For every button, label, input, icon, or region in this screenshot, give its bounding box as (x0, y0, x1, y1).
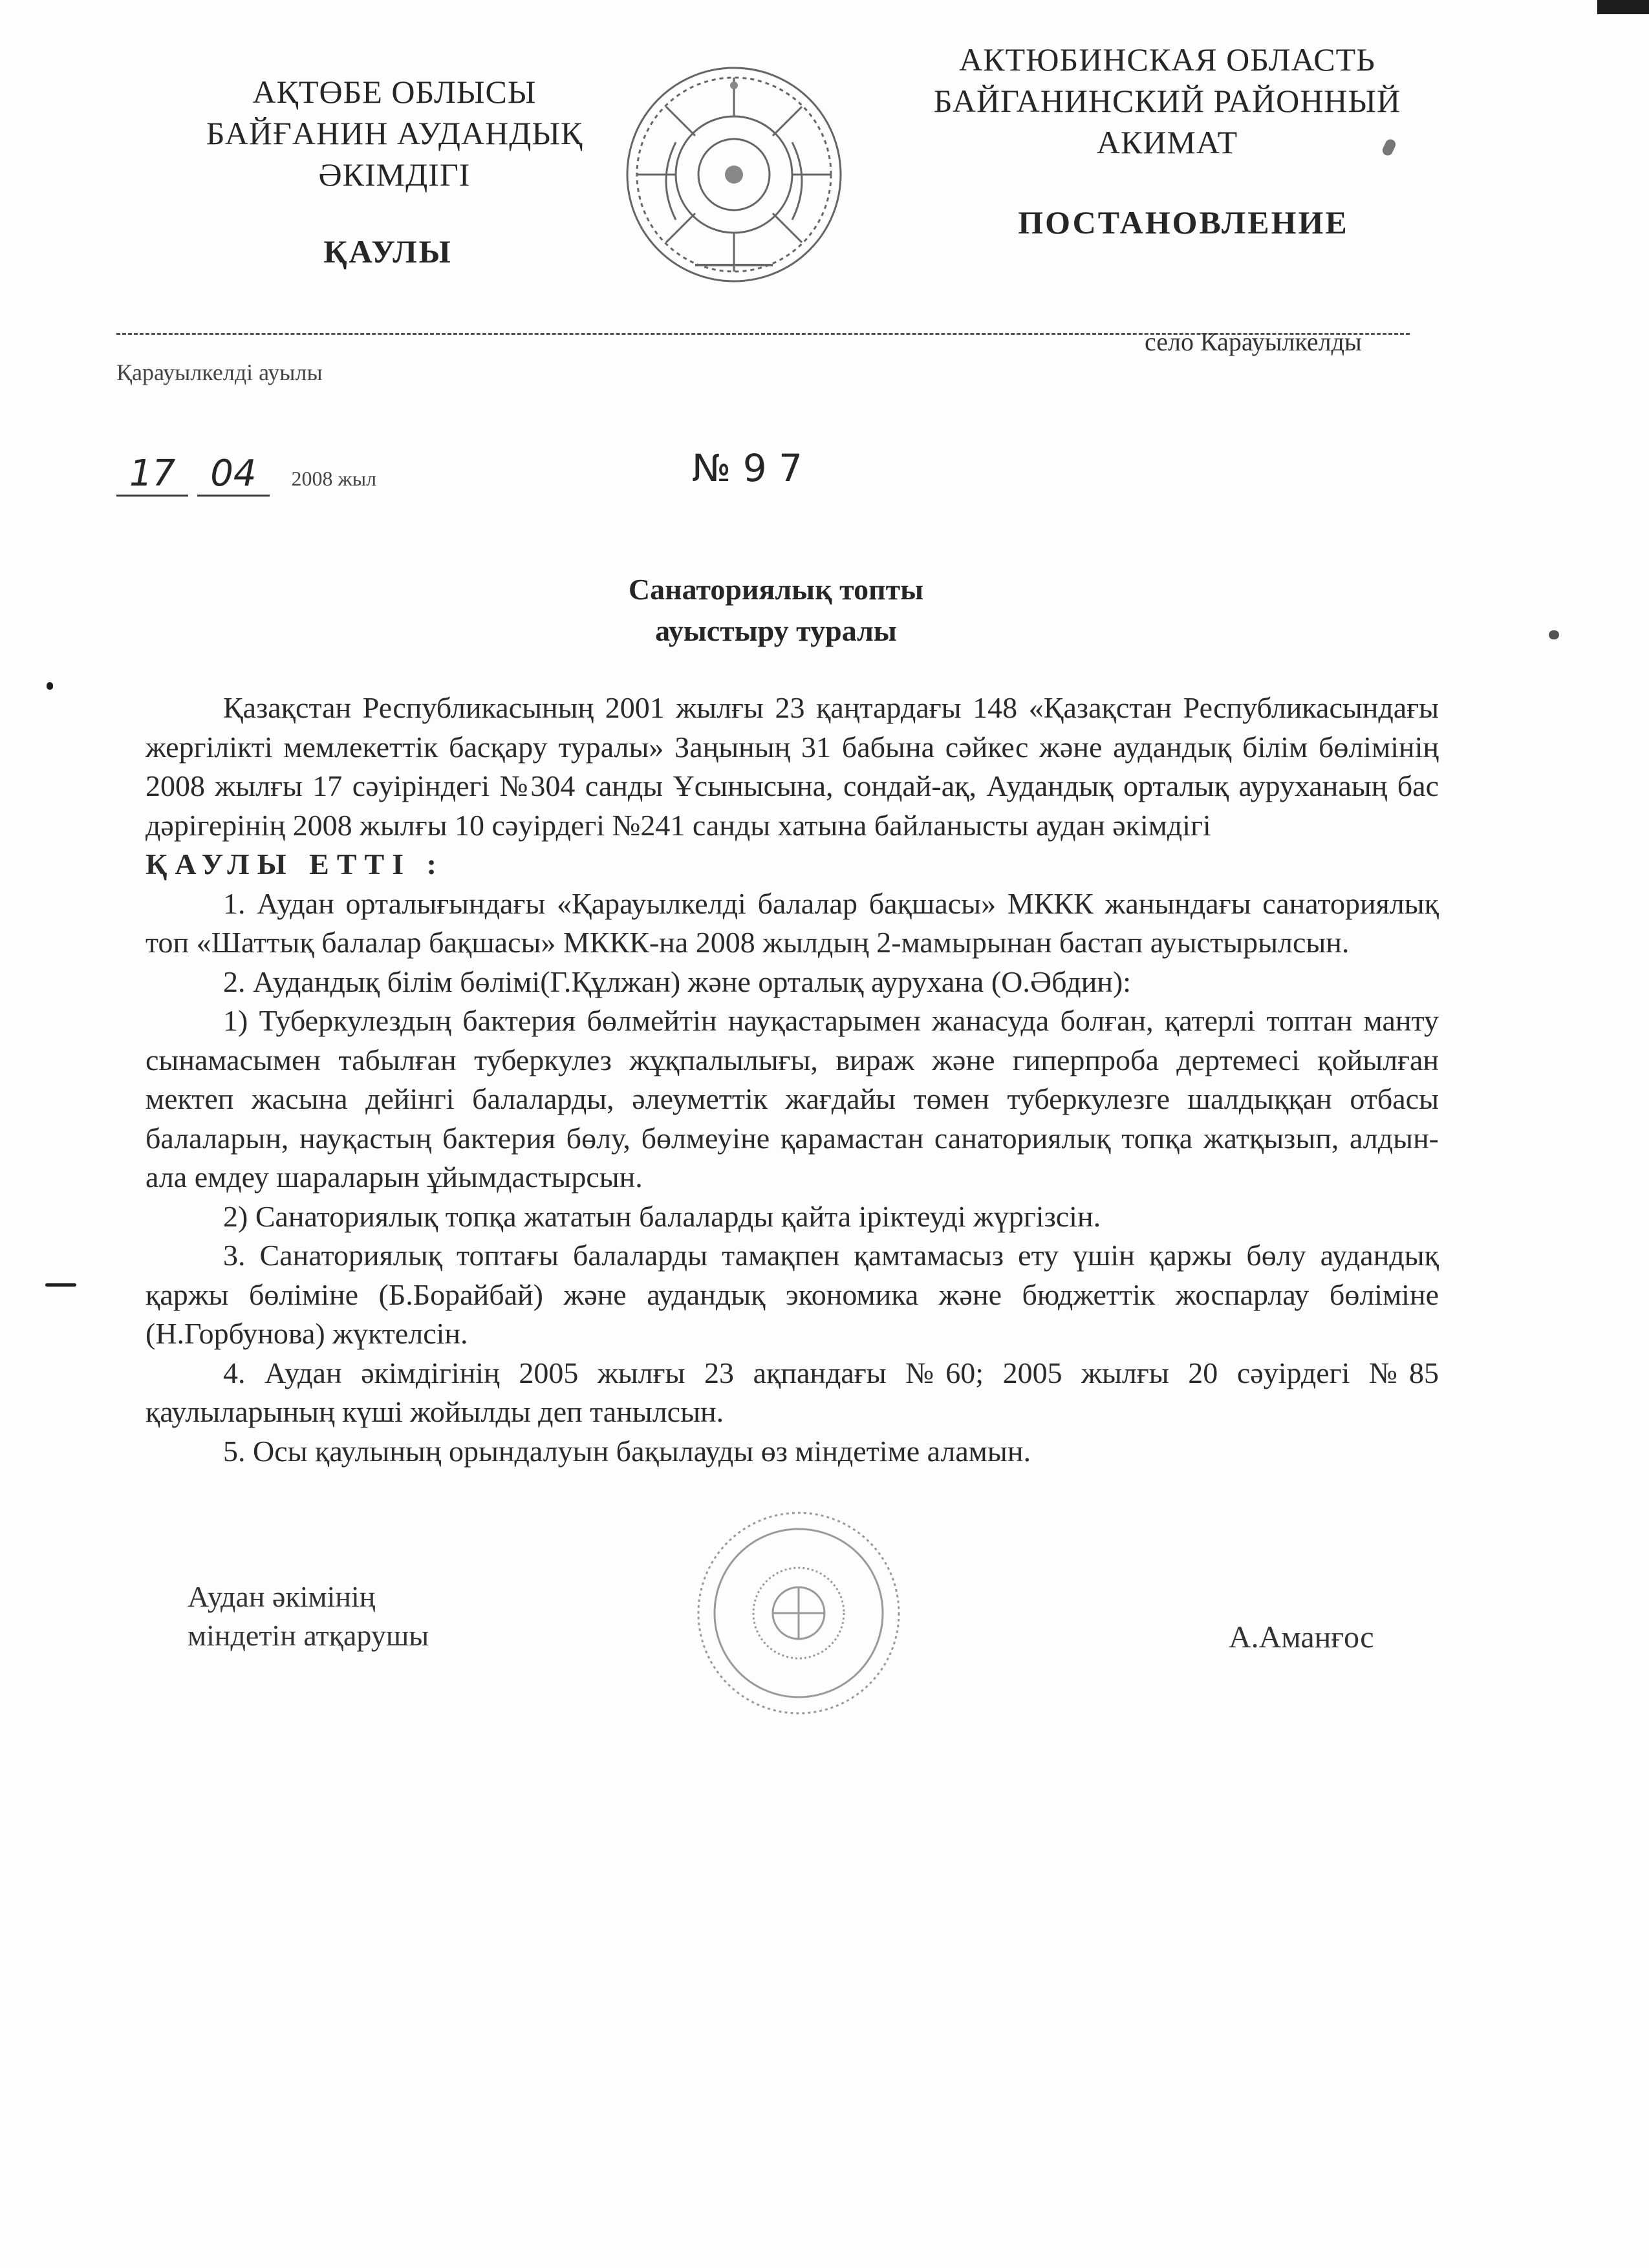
body-item: 2. Аудандық білім бөлімі(Г.Құлжан) және орталық аурухана (О.Әбдин): (223, 965, 1132, 998)
header-left-line-2: БАЙҒАНИН АУДАНДЫҚ (206, 115, 583, 151)
body-item: 4. Аудан әкімдігінің 2005 жылғы 23 ақпандағы №60; 2005 жылғы 20 сәуірдегі №85 қаулыларының күші жойылды деп танылсын. (146, 1356, 1439, 1428)
header-right (860, 39, 1474, 163)
place-right: село Карауылкелды (1145, 327, 1362, 356)
body-item: 3. Санаториялық топтағы балаларды тамақпен қамтамасыз ету үшін қаржы бөлу аудандық қаржы бөліміне (Б.Борайбай) және аудандық экономика және бюджеттік жоспарлау бөліміне (Н.Горбунова) жүктелсін. (146, 1239, 1439, 1350)
header-right-line-2: БАЙГАНИНСКИЙ РАЙОННЫЙ (933, 83, 1401, 119)
place-left: Қарауылкелді ауылы (116, 359, 323, 385)
body-item: 1. Аудан орталығындағы «Қарауылкелді балалар бақшасы» МККК жанындағы санаториялық топ «Шаттық балалар бақшасы» МККК-на 2008 жылдың 2-мамырынан бастап ауыстырылсын. (146, 886, 1439, 959)
body-item: 5. Осы қаулының орындалуын бақылауды өз міндетіме аламын. (223, 1434, 1031, 1468)
date-year: 2008 жыл (291, 467, 377, 490)
body-item: 2) Санаториялық топқа жататын балаларды қайта іріктеуді жүргізсін. (223, 1199, 1101, 1233)
date-month: 04 (197, 453, 269, 497)
header-left-doc-kind: ҚАУЛЫ (323, 233, 453, 270)
document-number: № 9 7 (692, 446, 803, 490)
header-right-line-1: АКТЮБИНСКАЯ ОБЛАСТЬ (959, 41, 1375, 78)
document-date (116, 453, 376, 497)
body-kauly: ҚАУЛЫ ЕТТІ : (146, 848, 444, 881)
document-body (146, 689, 1439, 1471)
signature-position-line-1: Аудан әкімінің (188, 1580, 376, 1613)
signature-position-line-2: міндетін атқарушы (188, 1619, 429, 1652)
scan-dot (1549, 630, 1559, 639)
scan-edge-mark (1597, 0, 1649, 14)
header-left-line-3: ӘКІМДІГІ (318, 156, 471, 193)
title-line-1: Санаториялық топты (628, 573, 924, 606)
header-left (129, 71, 660, 195)
date-day: 17 (116, 453, 188, 497)
title-line-2: ауыстыру туралы (655, 614, 897, 647)
header-right-line-3: АКИМАТ (1096, 124, 1238, 160)
signature-name: А.Аманғос (1229, 1620, 1374, 1654)
header-left-line-1: АҚТӨБЕ ОБЛЫСЫ (252, 74, 537, 110)
document-title (453, 569, 1099, 652)
body-intro: Қазақстан Республикасының 2001 жылғы 23 қаңтардағы 148 «Қазақстан Республикасындағы жергілікті мемлекеттік басқару туралы» Заңының 31 бабына сәйкес және аудандық білім бөлімінің 2008 жылғы 17 сәуіріндегі №304 санды Ұсынысына, сондай-ақ, Аудандық орталық ауруханаың бас дәрігерінің 2008 жылғы 10 сәуірдегі №241 санды хатына байланысты аудан әкімдігі (146, 691, 1439, 842)
signature-position (188, 1578, 429, 1655)
body-item: 1) Туберкулездың бактерия бөлмейтін науқастарымен жанасуда болған, қатерлі топтан манту сынамасымен табылған туберкулез жұқпалылығы, вираж және гиперпроба дертемесі қойылған мектеп жасына дейінгі балаларды, әлеуметтік жағдайы төмен туберкулезге шалдыққан отбасы балаларын, науқастың бактерия бөлу, бөлмеуіне қарамастан санаториялық топқа жатқызып, алдын-ала емдеу шараларын ұйымдастырсын. (146, 1004, 1439, 1193)
scan-dot (47, 682, 53, 690)
header-right-doc-kind: ПОСТАНОВЛЕНИЕ (1018, 204, 1349, 241)
scan-dash (45, 1283, 76, 1287)
state-emblem-icon (618, 52, 850, 297)
official-stamp-icon (692, 1506, 905, 1720)
